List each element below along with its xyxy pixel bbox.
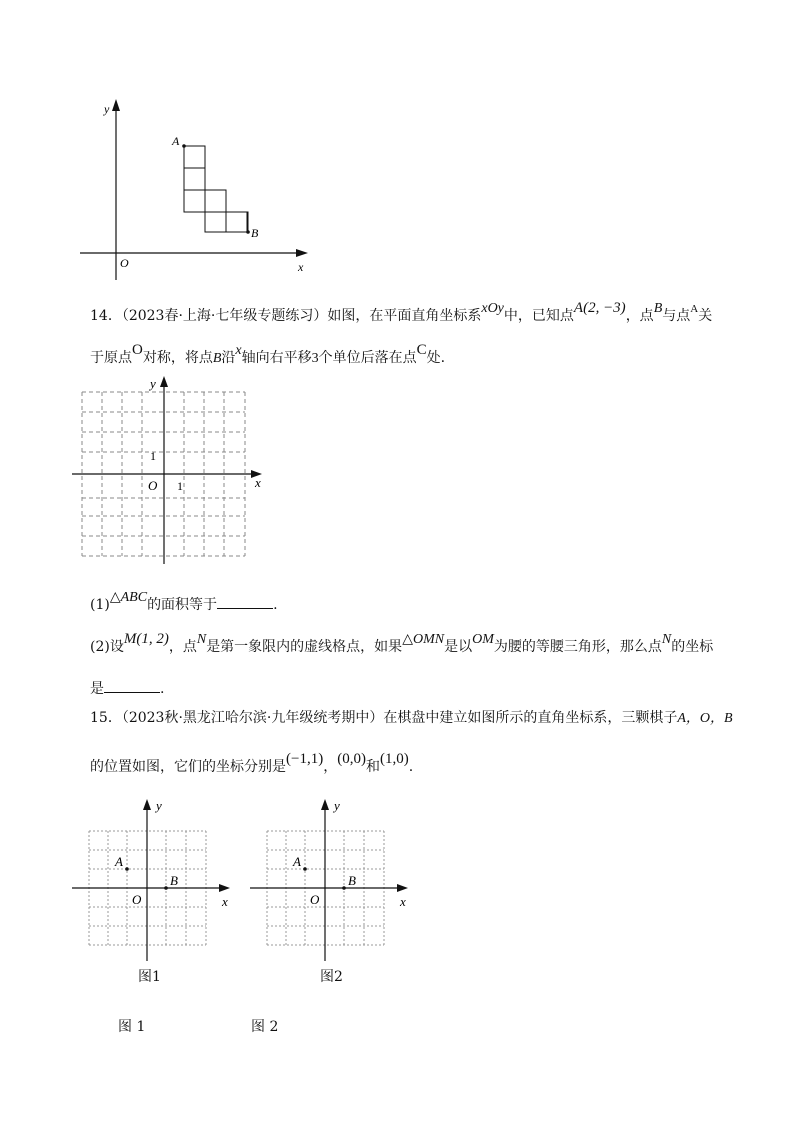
math-point-a: A(2, −3) <box>573 300 626 316</box>
math-b: B <box>653 301 663 316</box>
q14-part-2-line-2 <box>90 678 164 699</box>
q15-text: 和 <box>365 759 380 775</box>
answer-blank <box>217 594 273 609</box>
q14-text: ，点 <box>168 639 197 655</box>
math-n: N <box>196 632 207 647</box>
figure-q13 <box>80 95 320 280</box>
point-a-label: A <box>293 854 301 869</box>
x-axis-label: x <box>298 260 304 274</box>
origin-label: O <box>310 892 320 907</box>
q14-text: 与点 <box>662 308 691 324</box>
tick-x-1: 1 <box>177 479 183 493</box>
q14-line-1 <box>90 300 713 327</box>
x-axis-label: x <box>255 475 261 490</box>
q14-text: ，点 <box>625 308 654 324</box>
figure-2-caption-lower: 图 2 <box>251 1019 279 1035</box>
point-b-label: B <box>251 226 259 240</box>
figure-q14-grid <box>70 372 270 567</box>
figure-q15-fig2 <box>248 796 418 961</box>
q14-text: 轴向右平移 <box>241 350 312 366</box>
math-b: B <box>212 351 222 366</box>
tick-y-1: 1 <box>150 449 156 463</box>
q15-number: 15． <box>90 710 122 726</box>
q14-text: 个单位后落在点 <box>318 350 417 366</box>
q14-part-2-line-1 <box>90 631 714 658</box>
math-triangle-abc: △ABC <box>109 590 148 605</box>
q14-text: . <box>273 597 278 613</box>
q14-text: 是 <box>90 681 104 697</box>
y-axis-label: y <box>156 798 162 813</box>
y-axis-label: y <box>334 798 340 813</box>
y-axis-arrow <box>112 99 120 111</box>
y-axis-arrow <box>160 376 168 387</box>
figure-1-caption: 图1 <box>138 969 161 985</box>
y-axis-label: y <box>104 102 110 116</box>
x-axis-arrow <box>219 884 230 892</box>
point-a-label: A <box>172 134 180 148</box>
origin-label: O <box>148 478 158 493</box>
q15-text: ， <box>323 759 338 775</box>
point-b-dot <box>164 886 168 890</box>
q14-text: 关 <box>698 308 713 324</box>
q14-line-2 <box>90 342 446 369</box>
math-points: A，O，B <box>677 711 733 726</box>
answer-blank <box>104 678 160 693</box>
point-b-dot <box>342 886 346 890</box>
q15-line-1 <box>90 708 733 729</box>
math-n: N <box>661 632 672 647</box>
q14-text: 的坐标 <box>671 639 714 655</box>
math-triangle-omn: △OMN <box>402 632 445 647</box>
point-a-dot <box>125 867 129 871</box>
math-x: x <box>235 343 242 358</box>
q14-text: 沿 <box>221 350 236 366</box>
q14-text: (1) <box>90 597 110 613</box>
math-o: O <box>132 342 143 358</box>
math-c: C <box>416 342 427 358</box>
x-axis-label: x <box>222 894 228 909</box>
point-b-dot <box>246 230 250 234</box>
q14-text: (2)设 <box>90 639 124 655</box>
point-b-label: B <box>170 873 178 888</box>
q15-text: 的位置如图，它们的坐标分别是 <box>90 759 286 775</box>
y-axis-label: y <box>150 376 156 391</box>
point-a-label: A <box>115 854 123 869</box>
q14-text: . <box>160 681 165 697</box>
math-point-m: M(1, 2) <box>123 631 169 647</box>
point-a-dot <box>182 144 186 148</box>
q15-line-2 <box>90 751 414 777</box>
figure-1-caption-lower: 图 1 <box>118 1019 146 1035</box>
q14-text: 中，已知点 <box>503 308 574 324</box>
figure-2-caption: 图2 <box>320 969 343 985</box>
y-axis-arrow <box>321 799 329 810</box>
math-3: 3 <box>311 351 319 366</box>
q14-text: 为腰的等腰三角形，那么点 <box>493 639 662 655</box>
q14-text: 的面积等于 <box>147 597 218 613</box>
x-axis-arrow <box>397 884 408 892</box>
q14-text: 是第一象限内的虚线格点，如果 <box>206 639 403 655</box>
origin-label: O <box>132 892 142 907</box>
q14-source: （2023春·上海·七年级专题练习） <box>121 308 328 324</box>
q15-source: （2023秋·黑龙江哈尔滨·九年级统考期中） <box>121 710 384 726</box>
q14-text: 如图，在平面直角坐标系 <box>327 308 482 324</box>
staircase-squares <box>184 146 248 232</box>
point-a-dot <box>303 867 307 871</box>
q14-text: 于原点 <box>90 350 132 366</box>
figure-q15-fig1 <box>70 796 240 961</box>
point-b-label: B <box>348 873 356 888</box>
math-om: OM <box>472 632 494 647</box>
x-axis-label: x <box>400 894 406 909</box>
q15-text: . <box>408 759 414 775</box>
math-coord-o: (0,0) <box>337 751 366 767</box>
origin-label: O <box>120 256 129 270</box>
math-xoy: xOy <box>481 301 504 316</box>
y-axis-arrow <box>143 799 151 810</box>
math-a: A <box>690 303 699 315</box>
q14-text: 是以 <box>444 639 473 655</box>
q14-part-1 <box>90 590 278 616</box>
q15-text: 在棋盘中建立如图所示的直角坐标系，三颗棋子 <box>383 710 678 726</box>
q14-number: 14． <box>90 308 122 324</box>
math-coord-b: (1,0) <box>379 751 409 767</box>
q14-text: 处. <box>426 350 446 366</box>
x-axis-arrow <box>296 249 308 257</box>
math-coord-a: (−1,1) <box>286 751 324 767</box>
q14-text: 对称，将点 <box>142 350 213 366</box>
